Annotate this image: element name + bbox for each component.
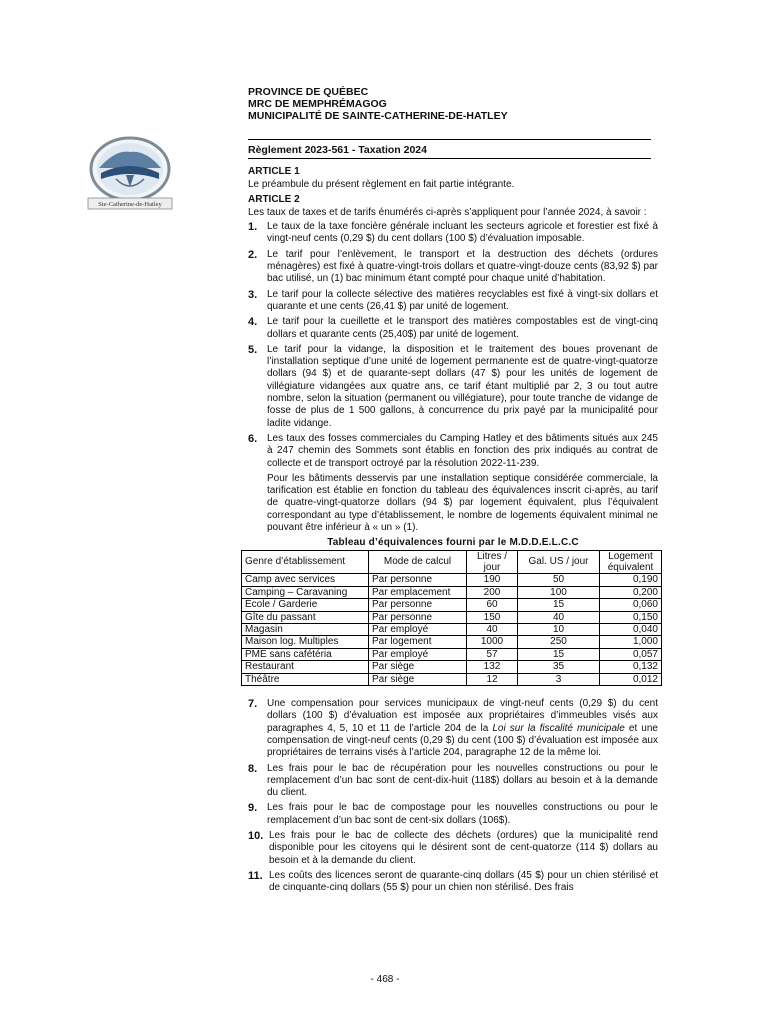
table-cell: Par employé bbox=[369, 624, 467, 636]
table-cell: 3 bbox=[518, 673, 600, 685]
equivalence-table bbox=[241, 550, 662, 686]
table-caption: Tableau d’équivalences fourni par le M.D.D.E.L.C.C bbox=[327, 537, 579, 549]
table-cell: 0,060 bbox=[600, 599, 662, 611]
item-number: 10. bbox=[248, 830, 264, 843]
article-2-title: ARTICLE 2 bbox=[248, 193, 300, 205]
table-cell: Camping – Caravaning bbox=[242, 586, 369, 598]
table-cell: Par siège bbox=[369, 673, 467, 685]
item-text: Le tarif pour la cueillette et le transport des matières compostables est de vingt-cinq dollars et quarante cents (25,40$) par unité de logement. bbox=[267, 316, 658, 340]
item-number: 8. bbox=[248, 762, 258, 775]
table-body bbox=[242, 574, 662, 686]
table-cell: 0,040 bbox=[600, 624, 662, 636]
item-number: 11. bbox=[248, 869, 263, 882]
item-number: 1. bbox=[248, 221, 258, 234]
table-cell: 1,000 bbox=[600, 636, 662, 648]
item-number: 2. bbox=[248, 248, 258, 261]
column-header: Logement équivalent bbox=[600, 550, 662, 574]
table-row bbox=[242, 611, 662, 623]
item-text: Le taux de la taxe foncière générale incluant les secteurs agricole et forestier est fixé à vingt-neuf cents (0,29 $) du cent dollars (100 $) d’évaluation imposable. bbox=[267, 221, 658, 245]
table-cell: 0,150 bbox=[600, 611, 662, 623]
column-header: Mode de calcul bbox=[369, 550, 467, 574]
table-cell: 50 bbox=[518, 574, 600, 586]
item-text: Le tarif pour l’enlèvement, le transport et la destruction des déchets (ordures ménagères) est fixé à quatre-vingt-trois dollars et quatre-vingt-douze cents (83,92 $) par bac utilisé, un (1) bac minimum étant compté pour chaque unité d’habitation. bbox=[267, 248, 658, 285]
table-cell: Gîte du passant bbox=[242, 611, 369, 623]
list-item bbox=[248, 830, 658, 867]
table-row bbox=[242, 586, 662, 598]
article-1-title: ARTICLE 1 bbox=[248, 166, 300, 177]
table-row bbox=[242, 636, 662, 648]
table-cell: Par personne bbox=[369, 611, 467, 623]
item-text: Le tarif pour la vidange, la disposition et le traitement des boues provenant de l’installation septique d’une unité de logement permanente est de quatre-vingt-quatorze dollars (94 $) et de quarante-sept dollars (47 $) pour les unités de logement de villégiature vidangées aux quatre ans, ce tarif étant multiplié par 2, 3 ou tout autre nombre, selon la situation (permanent ou villégiature), pour toute tranche de vidange de fosse de plus de 1 500 gallons, à concurrence du prix payé par la municipalité pour ladite vidange. bbox=[267, 343, 658, 429]
item-text: Les frais pour le bac de récupération pour les nouvelles constructions ou pour le remplacement d’un bac sont de cent-dix-huit (118$) dollars au besoin et à la demande du client. bbox=[267, 762, 658, 799]
table-cell: Restaurant bbox=[242, 661, 369, 673]
table-cell: 40 bbox=[518, 611, 600, 623]
table-header-row bbox=[242, 550, 662, 574]
table-row bbox=[242, 574, 662, 586]
item-number: 6. bbox=[248, 432, 258, 445]
table-cell: 35 bbox=[518, 661, 600, 673]
table-cell: 200 bbox=[467, 586, 518, 598]
item-7-law-title: Loi sur la fiscalité municipale bbox=[492, 722, 625, 734]
table-cell: 40 bbox=[467, 624, 518, 636]
table-row bbox=[242, 599, 662, 611]
list-item bbox=[248, 433, 658, 470]
list-item bbox=[248, 221, 658, 246]
table-row bbox=[242, 661, 662, 673]
item-text bbox=[267, 698, 658, 759]
table-cell: Par siège bbox=[369, 661, 467, 673]
table-cell: Par personne bbox=[369, 599, 467, 611]
table-row bbox=[242, 624, 662, 636]
list-item bbox=[248, 249, 658, 286]
article-2-intro: Les taux de taxes et de tarifs énumérés ci-après s’appliquent pour l’année 2024, à savoir : bbox=[248, 206, 647, 218]
page-number: - 468 - bbox=[370, 974, 400, 985]
table-cell: 15 bbox=[518, 599, 600, 611]
table-cell: Camp avec services bbox=[242, 574, 369, 586]
table-cell: 0,012 bbox=[600, 673, 662, 685]
item-7-text-part2: et une compensation de vingt-neuf cents (0,29 $) du cent (100 $) d’évaluation est imposée aux propriétaires de terrains visés à l’article 204, paragraphe 12 de la même loi. bbox=[267, 722, 658, 759]
item-number: 3. bbox=[248, 288, 258, 301]
table-cell: Maison log. Multiples bbox=[242, 636, 369, 648]
column-header: Litres / jour bbox=[467, 550, 518, 574]
table-row bbox=[242, 673, 662, 685]
municipality-logo bbox=[86, 135, 174, 215]
document-body bbox=[245, 164, 658, 898]
table-cell: 12 bbox=[467, 673, 518, 685]
table-cell: 100 bbox=[518, 586, 600, 598]
table-cell: 0,190 bbox=[600, 574, 662, 586]
list-item bbox=[248, 763, 658, 800]
item-text: Les taux des fosses commerciales du Camping Hatley et des bâtiments situés aux 245 à 247 chemin des Sommets sont établis en fonction des prix indiqués au contrat de collecte et de transport octroyé par la résolution 2022-11-239. bbox=[267, 432, 658, 469]
header-province: PROVINCE DE QUÉBEC bbox=[248, 86, 369, 98]
logo-text: Ste-Catherine-de-Hatley bbox=[98, 201, 162, 208]
column-header: Gal. US / jour bbox=[518, 550, 600, 574]
title-rule-bottom bbox=[248, 158, 651, 159]
table-cell: Par employé bbox=[369, 648, 467, 660]
item-number: 9. bbox=[248, 802, 258, 815]
table-cell: 60 bbox=[467, 599, 518, 611]
list-item bbox=[248, 802, 658, 827]
title-rule-top bbox=[248, 139, 651, 140]
article-1-text: Le préambule du présent règlement en fait partie intégrante. bbox=[248, 179, 515, 191]
header-mrc: MRC DE MEMPHRÉMAGOG bbox=[248, 98, 387, 110]
table-cell: 0,132 bbox=[600, 661, 662, 673]
document-header bbox=[248, 86, 508, 122]
item-number: 5. bbox=[248, 343, 258, 356]
item-text: Le tarif pour la collecte sélective des matières recyclables est fixé à vingt-six dollars et quarante et une cents (26,41 $) par unité de logement. bbox=[267, 288, 658, 312]
item-text: Les coûts des licences seront de quarante-cinq dollars (45 $) pour un chien stérilisé et de cinquante-cinq dollars (55 $) pour un chien non stérilisé. Des frais bbox=[269, 869, 658, 894]
table-cell: École / Garderie bbox=[242, 599, 369, 611]
table-cell: 150 bbox=[467, 611, 518, 623]
table-cell: 190 bbox=[467, 574, 518, 586]
regulation-title: Règlement 2023-561 - Taxation 2024 bbox=[248, 144, 427, 156]
item-number: 7. bbox=[248, 698, 258, 711]
table-cell: Théâtre bbox=[242, 673, 369, 685]
column-header: Genre d’établissement bbox=[242, 550, 369, 574]
table-cell: PME sans cafétéria bbox=[242, 648, 369, 660]
list-item bbox=[248, 289, 658, 314]
item-text: Les frais pour le bac de collecte des déchets (ordures) que la municipalité rend disponible pour les citoyens qui le désirent sont de cent-quatorze (114 $) dollars au besoin et à la demande du client. bbox=[269, 830, 658, 866]
table-cell: 0,200 bbox=[600, 586, 662, 598]
table-cell: Par logement bbox=[369, 636, 467, 648]
table-cell: Par emplacement bbox=[369, 586, 467, 598]
table-cell: 10 bbox=[518, 624, 600, 636]
list-item bbox=[248, 870, 658, 895]
table-cell: 1000 bbox=[467, 636, 518, 648]
table-cell: Par personne bbox=[369, 574, 467, 586]
item-7-text-part1: Une compensation pour services municipaux de vingt-neuf cents (0,29 $) du cent dollars (100 $) d’évaluation est imposée aux propriétaires d’immeubles visés aux paragraphes 4, 5, 10 et 11 de l’article 204 de la bbox=[267, 698, 658, 734]
table-cell: 250 bbox=[518, 636, 600, 648]
table-cell: 132 bbox=[467, 661, 518, 673]
table-cell: 0,057 bbox=[600, 648, 662, 660]
item-text: Les frais pour le bac de compostage pour les nouvelles constructions ou pour le remplacement d’un bac sont de cent-six dollars (106$). bbox=[267, 802, 658, 826]
item-number: 4. bbox=[248, 316, 258, 329]
table-cell: 15 bbox=[518, 648, 600, 660]
list-item bbox=[248, 344, 658, 430]
header-municipality: MUNICIPALITÉ DE SAINTE-CATHERINE-DE-HATLEY bbox=[248, 110, 508, 122]
list-item bbox=[248, 316, 658, 341]
list-item bbox=[248, 698, 658, 759]
table-cell: 57 bbox=[467, 648, 518, 660]
item-6-subparagraph: Pour les bâtiments desservis par une installation septique considérée commerciale, la tarification est établie en fonction du tableau des équivalences inscrit ci-après, au tarif de quatre-vingt-quatorze dollars (94 $) par logement équivalent, plus l’équivalent correspondant au type d’établissement, le nombre de logements équivalent minimal ne pouvant être inférieur à « un » (1). bbox=[267, 472, 658, 534]
table-cell: Magasin bbox=[242, 624, 369, 636]
table-row bbox=[242, 648, 662, 660]
